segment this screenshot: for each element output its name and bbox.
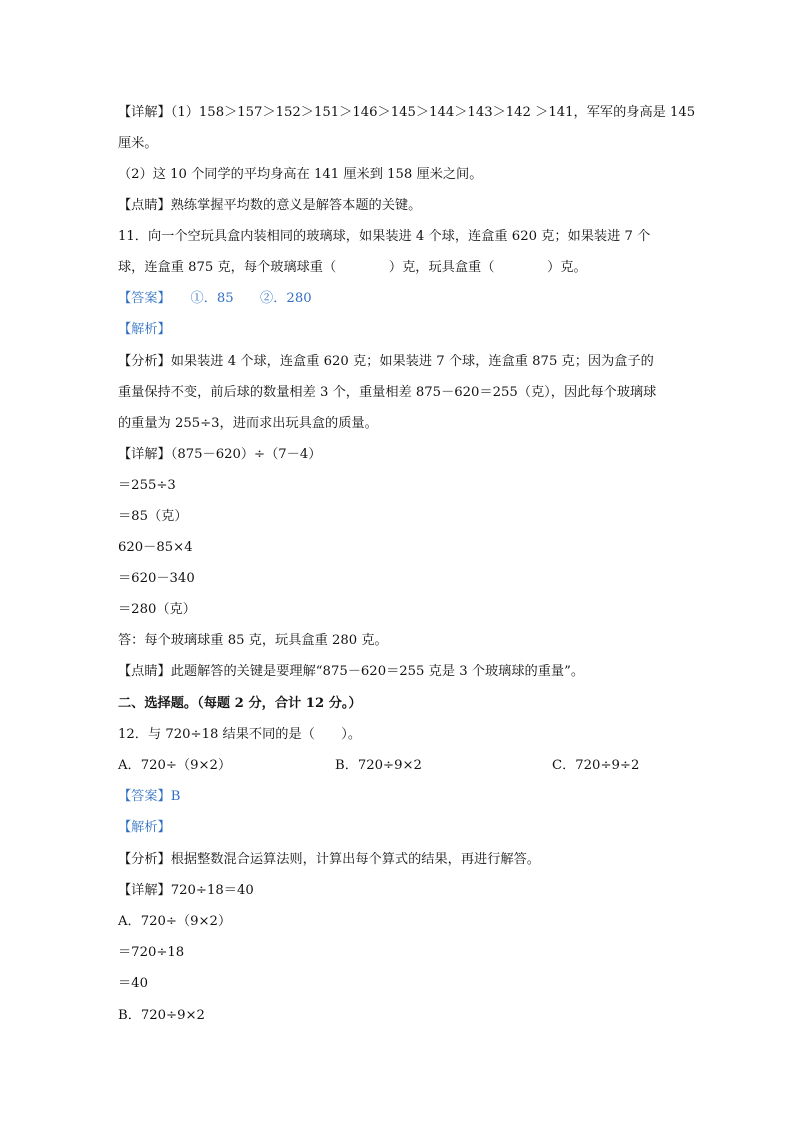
text-line: B．720÷9×2 <box>118 1008 205 1023</box>
text-line: ＝255÷3 <box>118 478 176 493</box>
text-line: 【详解】720÷18＝40 <box>118 883 254 898</box>
text-line: （2）这 10 个同学的平均身高在 141 厘米到 158 厘米之间。 <box>118 167 483 182</box>
analysis-label: 【解析】 <box>118 820 171 835</box>
answer-label: 【答案】B <box>118 789 181 804</box>
text-line: ＝720÷18 <box>118 945 185 960</box>
option-c: C．720÷9÷2 <box>552 758 640 773</box>
text-line: ＝280（克） <box>118 602 196 617</box>
text-line: 厘米。 <box>118 136 158 151</box>
option-a: A．720÷（9×2） <box>118 758 232 773</box>
option-b: B．720÷9×2 <box>335 758 422 773</box>
text-line: ＝40 <box>118 976 148 991</box>
question-11: 11．向一个空玩具盒内装相同的玻璃球，如果装进 4 个球，连盒重 620 克；如果装进 7 个 <box>118 229 651 244</box>
text-line: 【点睛】此题解答的关键是要理解“875－620＝255 克是 3 个玻璃球的重量”。 <box>118 664 585 679</box>
text-line: A．720÷（9×2） <box>118 914 232 929</box>
text-line: 重量保持不变，前后球的数量相差 3 个，重量相差 875－620＝255（克），因此每个玻璃球 <box>118 385 657 400</box>
analysis-label: 【解析】 <box>118 322 171 337</box>
question-12: 12．与 720÷18 结果不同的是（ ）。 <box>118 727 362 742</box>
text-line: 620－85×4 <box>118 540 193 555</box>
text-line: 答：每个玻璃球重 85 克，玩具盒重 280 克。 <box>118 633 388 648</box>
text-line: 【点睛】熟练掌握平均数的意义是解答本题的关键。 <box>118 198 422 213</box>
text-line: 【详解】（875－620）÷（7－4） <box>118 447 322 462</box>
text-line: 【详解】（1）158＞157＞152＞151＞146＞145＞144＞143＞142 ＞141，军军的身高是 145 <box>118 105 696 120</box>
text-line: 【分析】如果装进 4 个球，连盒重 620 克；如果装进 7 个球，连盒重 875 克；因为盒子的 <box>118 354 654 369</box>
text-line: ＝85（克） <box>118 509 188 524</box>
text-line: 【分析】根据整数混合运算法则，计算出每个算式的结果，再进行解答。 <box>118 852 540 867</box>
text-line: 的重量为 255÷3，进而求出玩具盒的质量。 <box>118 416 378 431</box>
section-heading: 二、选择题。（每题 2 分，合计 12 分。） <box>118 696 362 711</box>
text-line: ＝620－340 <box>118 571 195 586</box>
text-line: 球，连盒重 875 克，每个玻璃球重（ ）克，玩具盒重（ ）克。 <box>118 260 587 275</box>
answer-label: 【答案】 ①．85 ②．280 <box>118 291 312 306</box>
